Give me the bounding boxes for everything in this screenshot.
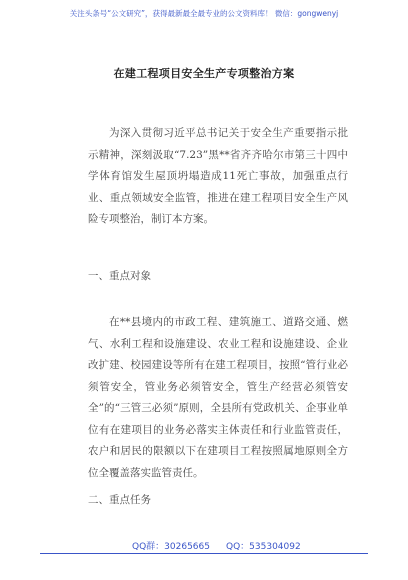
footer-divider — [40, 553, 368, 554]
document-title: 在建工程项目安全生产专项整治方案 — [113, 67, 295, 80]
key-targets-paragraph: 在**县境内的市政工程、建筑施工、道路交通、燃气、水利工程和设施建设、农业工程和设施建设、企业改扩建、校园建设等所有在建工程项目，按照“管行业必须管安全，管业务必须管安全，管生产经营必须管安全”的“三管三必须”原则，全县所有党政机关、企事业单位有在建项目的业务必落实主体责任和行业监管责任，农户和居民的限额以下在建项目工程按照属地原则全方位全覆盖落实监管责任。 — [88, 316, 348, 479]
footer-qq-number: QQ：535304092 — [226, 542, 301, 552]
page-header-banner: 关注头条号“公文研究”，获得最新最全最专业的公文资料库！ 微信：gongwenyj — [69, 9, 339, 18]
intro-paragraph: 为深入贯彻习近平总书记关于安全生产重要指示批示精神，深刻汲取“7.23”黑**省齐齐哈尔市第三十四中学体育馆发生屋顶坍塌造成11死亡事故，加强重点行业、重点领域安全监管，推进在建工程项目安全生产风险专项整治，制订本方案。 — [88, 127, 348, 225]
footer-qq-group: QQ群：30265665 — [132, 542, 210, 552]
section-heading-key-tasks: 二、重点任务 — [88, 494, 151, 506]
section-heading-key-targets: 一、重点对象 — [88, 270, 151, 282]
